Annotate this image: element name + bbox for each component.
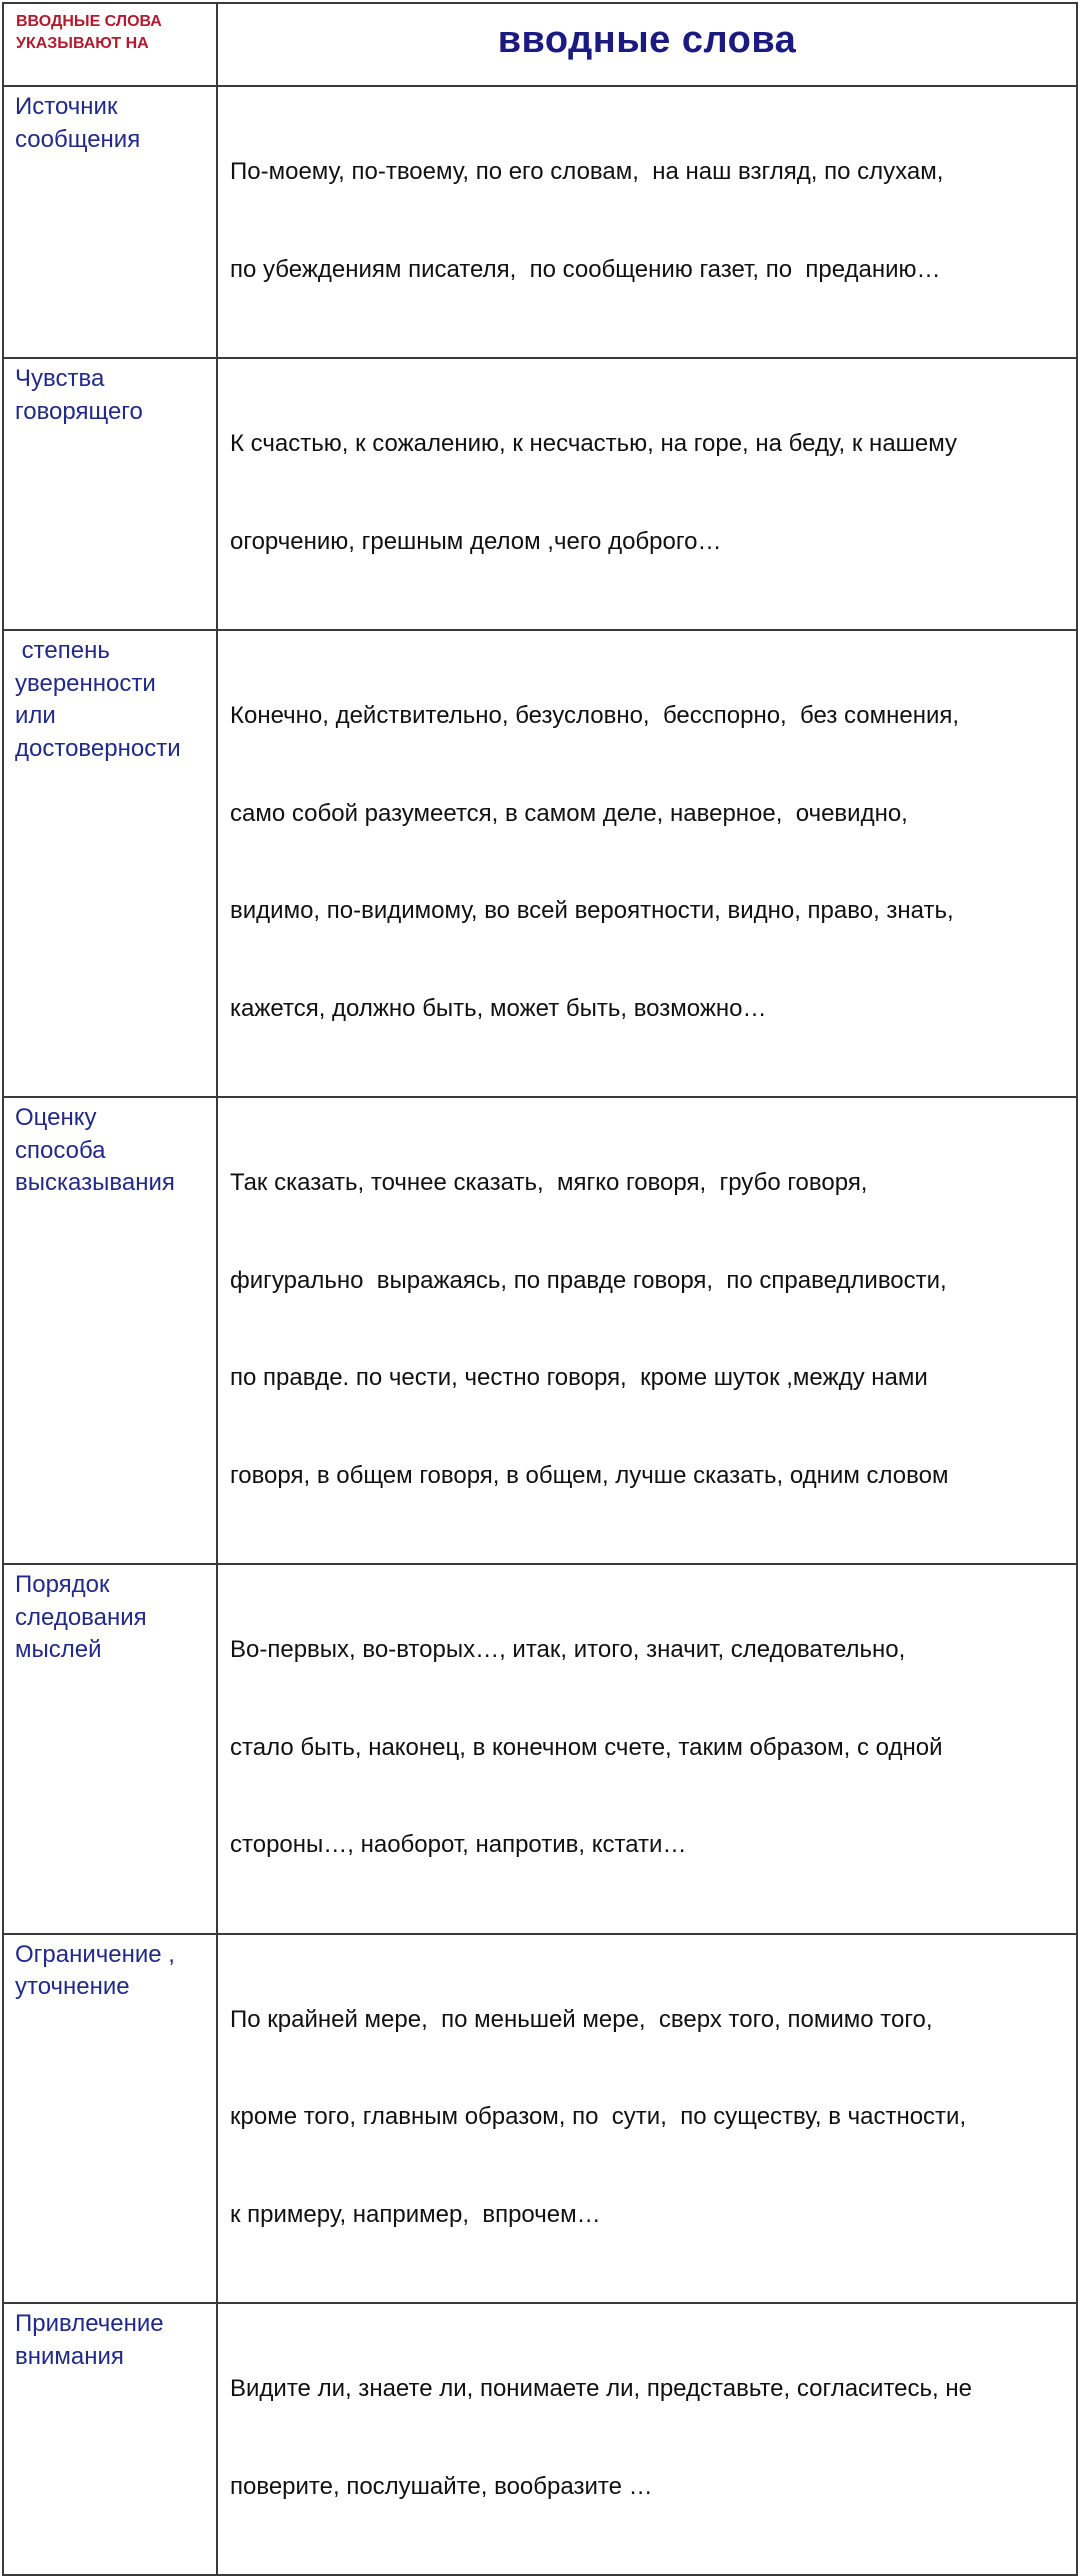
category-cell [3, 1097, 217, 1564]
words-line: поверите, послушайте, вообразите … [230, 2472, 653, 2500]
words-line: стороны…, наоборот, напротив, кстати… [230, 1831, 687, 1858]
category-cell [3, 1564, 217, 1934]
category-line: Ограничение , [15, 1940, 175, 1968]
table-row [3, 86, 1077, 358]
table-row [3, 630, 1077, 1097]
category-line: Источник [15, 93, 118, 120]
category-cell [3, 630, 217, 1097]
words-line: по правде. по чести, честно говоря, кроме шуток ,между нами [230, 1364, 928, 1391]
table-row [3, 1564, 1077, 1934]
category-cell [3, 1934, 217, 2304]
words-line: кроме того, главным образом, по сути, по существу, в частности, [230, 2103, 967, 2130]
words-cell [217, 358, 1077, 630]
words-line: фигурально выражаясь, по правде говоря, по справедливости, [230, 1266, 947, 1294]
category-line: Оценку [15, 1104, 97, 1131]
words-line: огорчению, грешным делом ,чего доброго… [230, 527, 722, 555]
header-left-line: ВВОДНЫЕ СЛОВА [16, 13, 162, 30]
words-line: Во-первых, во-вторых…, итак, итого, значит, следовательно, [230, 1636, 906, 1663]
words-line: Так сказать, точнее сказать, мягко говоря, грубо говоря, [230, 1169, 868, 1196]
category-line: уточнение [15, 1973, 130, 2000]
category-line: Чувства [15, 365, 105, 392]
category-line: способа [15, 1136, 106, 1164]
words-cell [217, 1934, 1077, 2304]
category-line: высказывания [15, 1169, 175, 1196]
header-title-cell [217, 3, 1077, 86]
table-row [3, 358, 1077, 630]
words-line: По крайней мере, по меньшей мере, сверх того, помимо того, [230, 2005, 933, 2033]
category-line: Порядок [15, 1571, 110, 1598]
page-title: вводные слова [497, 19, 797, 61]
words-cell [217, 630, 1077, 1097]
category-line: следования [15, 1603, 147, 1631]
header-left-line: УКАЗЫВАЮТ НА [16, 35, 149, 52]
words-cell [217, 2303, 1077, 2575]
category-cell [3, 358, 217, 630]
category-line: сообщения [15, 125, 141, 153]
table-row [3, 2303, 1077, 2575]
words-line: По-моему, по-твоему, по его словам, на наш взгляд, по слухам, [230, 158, 944, 185]
words-line: стало быть, наконец, в конечном счете, таким образом, с одной [230, 1733, 943, 1761]
table-header-row [3, 3, 1077, 86]
words-cell [217, 1564, 1077, 1934]
category-line: Привлечение [15, 2310, 164, 2337]
words-line: Видите ли, знаете ли, понимаете ли, представьте, согласитесь, не [230, 2375, 972, 2402]
category-line: мыслей [15, 1636, 102, 1663]
words-cell [217, 1097, 1077, 1564]
category-line: степень [15, 637, 110, 664]
category-line: говорящего [15, 397, 143, 425]
words-line: Конечно, действительно, безусловно, бесспорно, без сомнения, [230, 702, 960, 729]
introductory-words-table [2, 2, 1078, 2576]
words-cell [217, 86, 1077, 358]
category-line: или [15, 702, 56, 729]
words-line: говоря, в общем говоря, в общем, лучше сказать, одним словом [230, 1461, 949, 1489]
category-line: уверенности [15, 669, 156, 697]
category-cell [3, 86, 217, 358]
words-line: к примеру, например, впрочем… [230, 2200, 601, 2228]
words-line: само собой разумеется, в самом деле, наверное, очевидно, [230, 799, 908, 827]
header-category-cell [3, 3, 217, 86]
table-row [3, 1097, 1077, 1564]
table-row [3, 1934, 1077, 2304]
words-line: по убеждениям писателя, по сообщению газет, по преданию… [230, 255, 941, 283]
words-line: кажется, должно быть, может быть, возможно… [230, 994, 767, 1022]
category-cell [3, 2303, 217, 2575]
category-line: достоверности [15, 734, 181, 762]
words-line: видимо, по-видимому, во всей вероятности, видно, право, знать, [230, 897, 954, 924]
words-line: К счастью, к сожалению, к несчастью, на горе, на беду, к нашему [230, 430, 958, 457]
category-line: внимания [15, 2342, 124, 2370]
